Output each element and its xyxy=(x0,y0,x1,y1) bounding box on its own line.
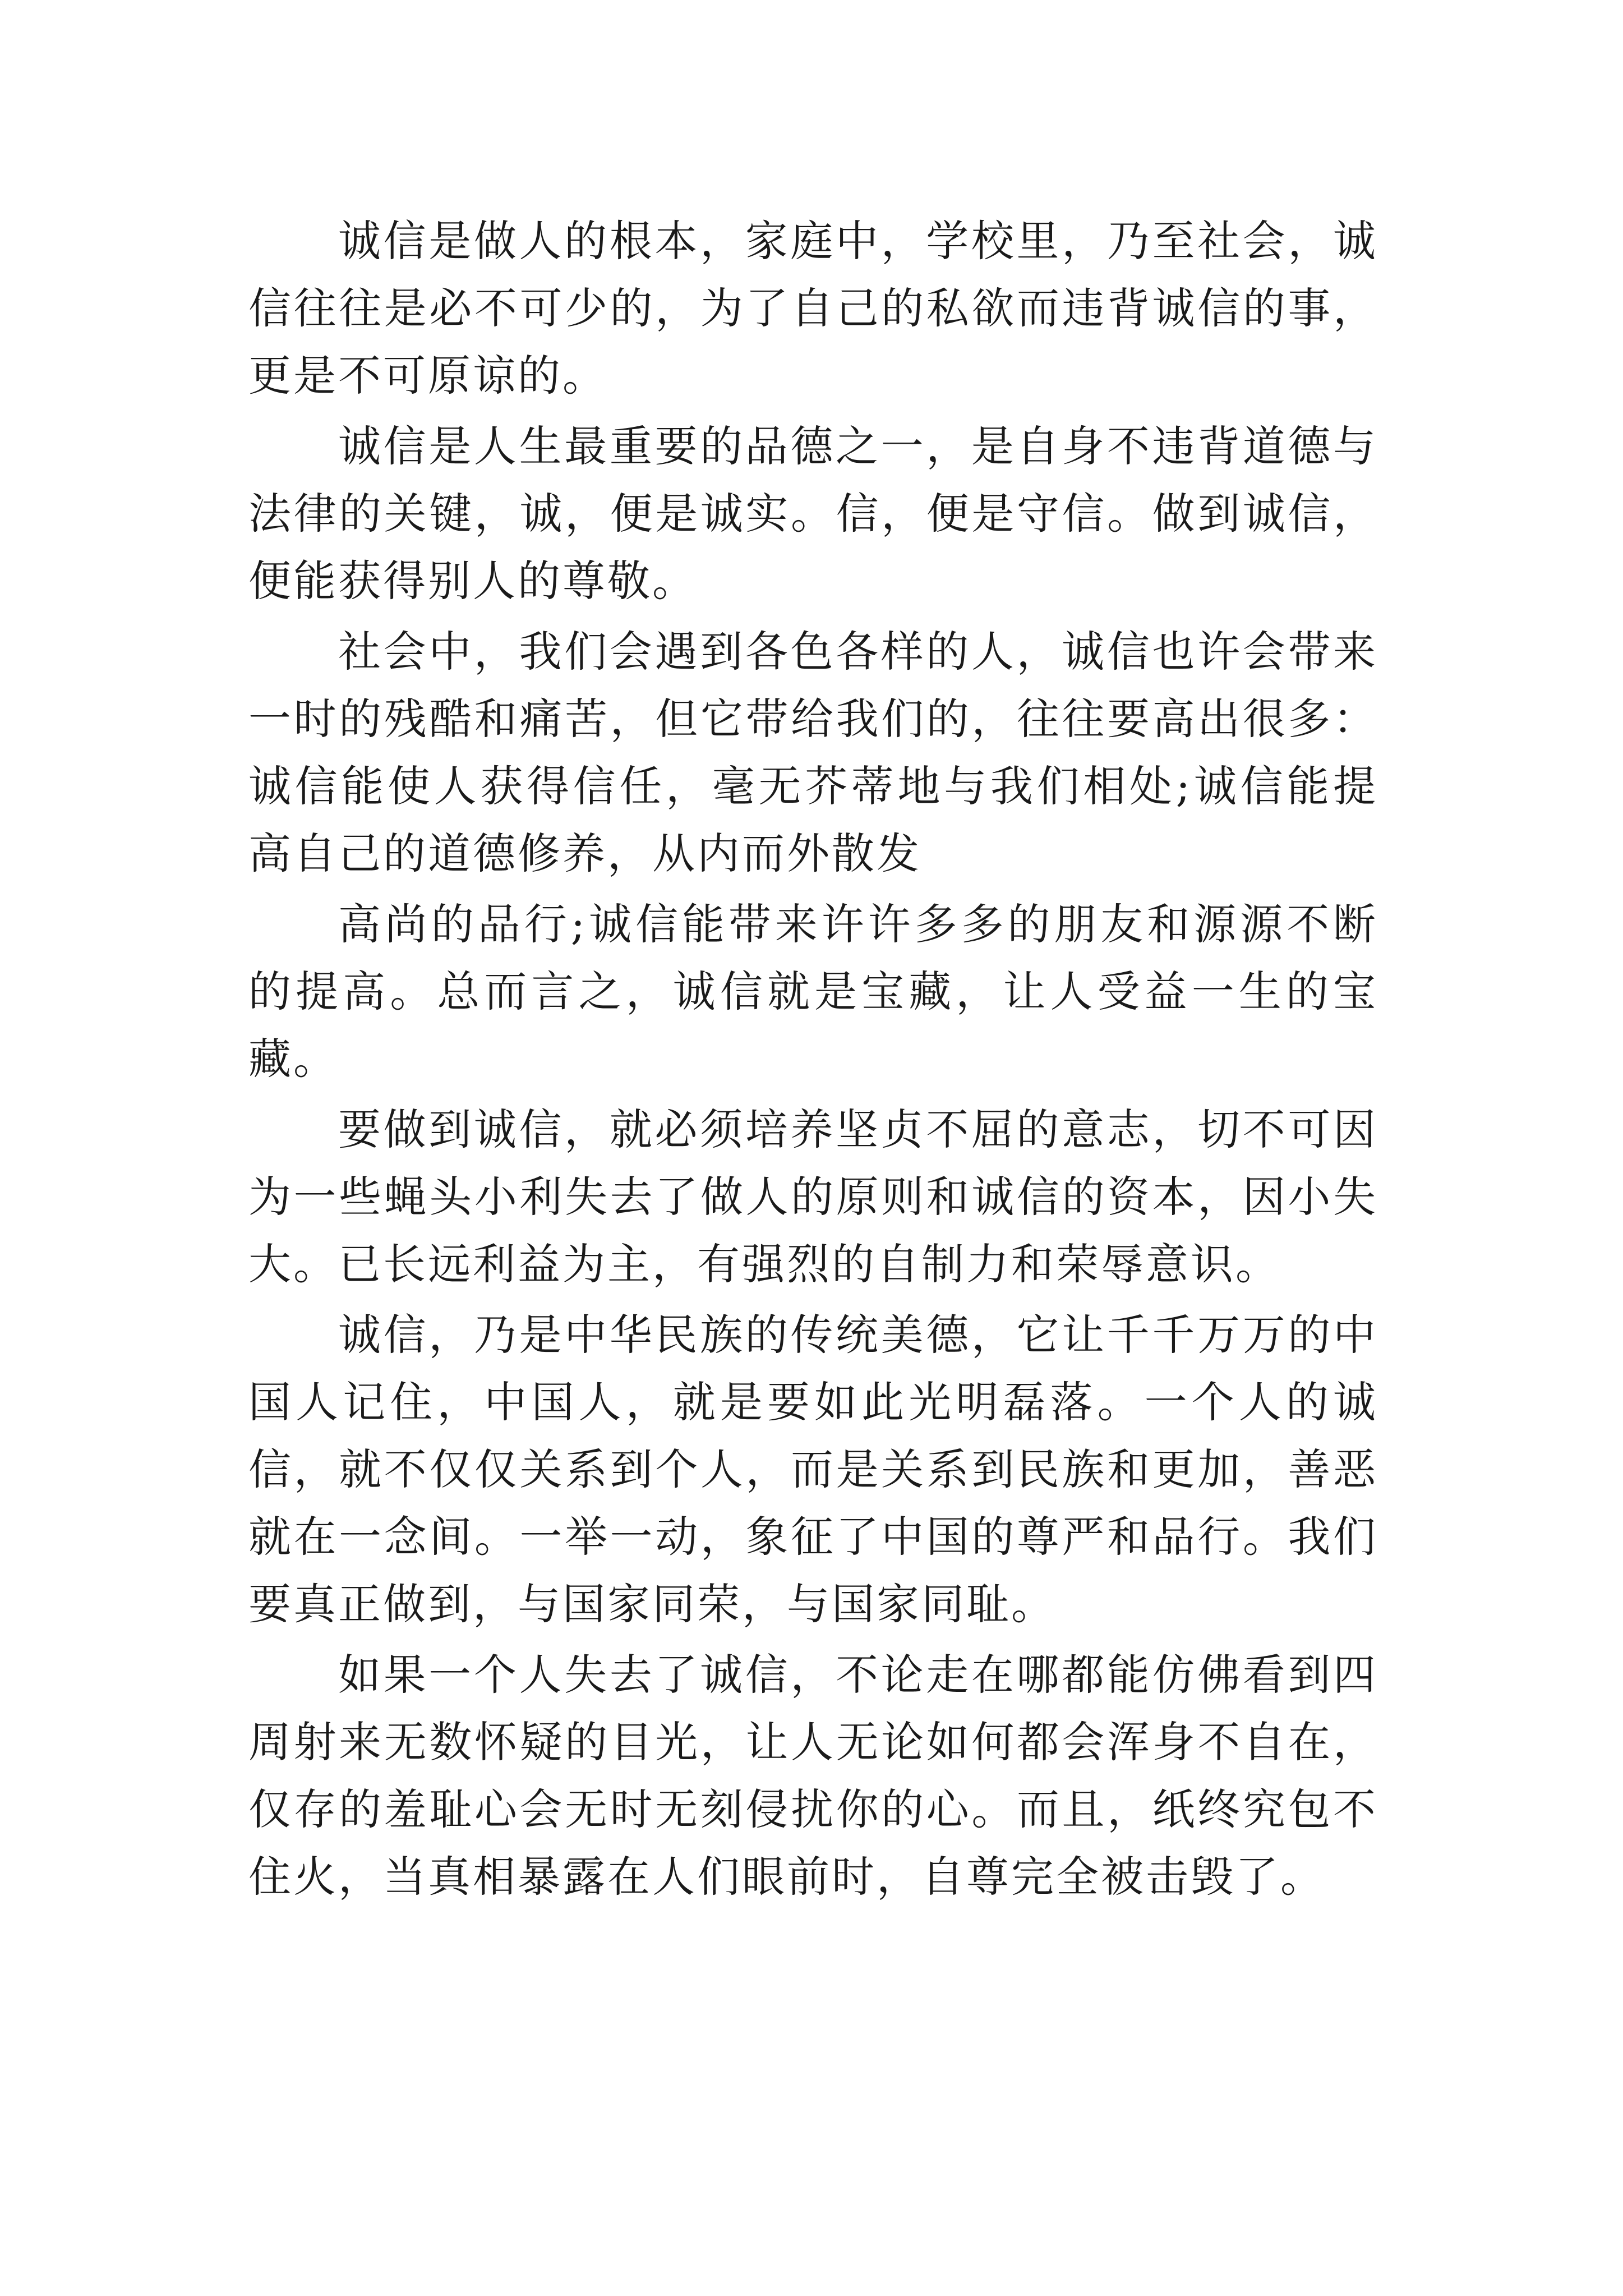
paragraph-7: 如果一个人失去了诚信，不论走在哪都能仿佛看到四周射来无数怀疑的目光，让人无论如何都会浑身不自在，仅存的羞耻心会无时无刻侵扰你的心。而且，纸终究包不住火，当真相暴露在人们眼前时，自尊完全被击毁了。 xyxy=(248,1650,1378,1902)
paragraph-6: 诚信，乃是中华民族的传统美德，它让千千万万的中国人记住，中国人，就是要如此光明磊落。一个人的诚信，就不仅仅关系到个人，而是关系到民族和更加，善恶就在一念间。一举一动，象征了中国的尊严和品行。我们要真正做到，与国家同荣，与国家同耻。 xyxy=(248,1310,1378,1629)
paragraph-5: 要做到诚信，就必须培养坚贞不屈的意志，切不可因为一些蝇头小利失去了做人的原则和诚信的资本，因小失大。已长远利益为主，有强烈的自制力和荣辱意识。 xyxy=(248,1105,1378,1289)
paragraph-4: 高尚的品行;诚信能带来许许多多的朋友和源源不断的提高。总而言之，诚信就是宝藏，让人受益一生的宝藏。 xyxy=(248,899,1378,1084)
paragraph-1: 诚信是做人的根本，家庭中，学校里，乃至社会，诚信往往是必不可少的，为了自己的私欲而违背诚信的事，更是不可原谅的。 xyxy=(248,216,1378,401)
paragraph-2: 诚信是人生最重要的品德之一，是自身不违背道德与法律的关键，诚，便是诚实。信，便是守信。做到诚信，便能获得别人的尊敬。 xyxy=(248,421,1378,606)
document-body xyxy=(248,208,1378,1911)
paragraph-3: 社会中，我们会遇到各色各样的人，诚信也许会带来一时的残酷和痛苦，但它带给我们的，往往要高出很多：诚信能使人获得信任，毫无芥蒂地与我们相处;诚信能提高自己的道德修养，从内而外散发 xyxy=(248,627,1378,878)
